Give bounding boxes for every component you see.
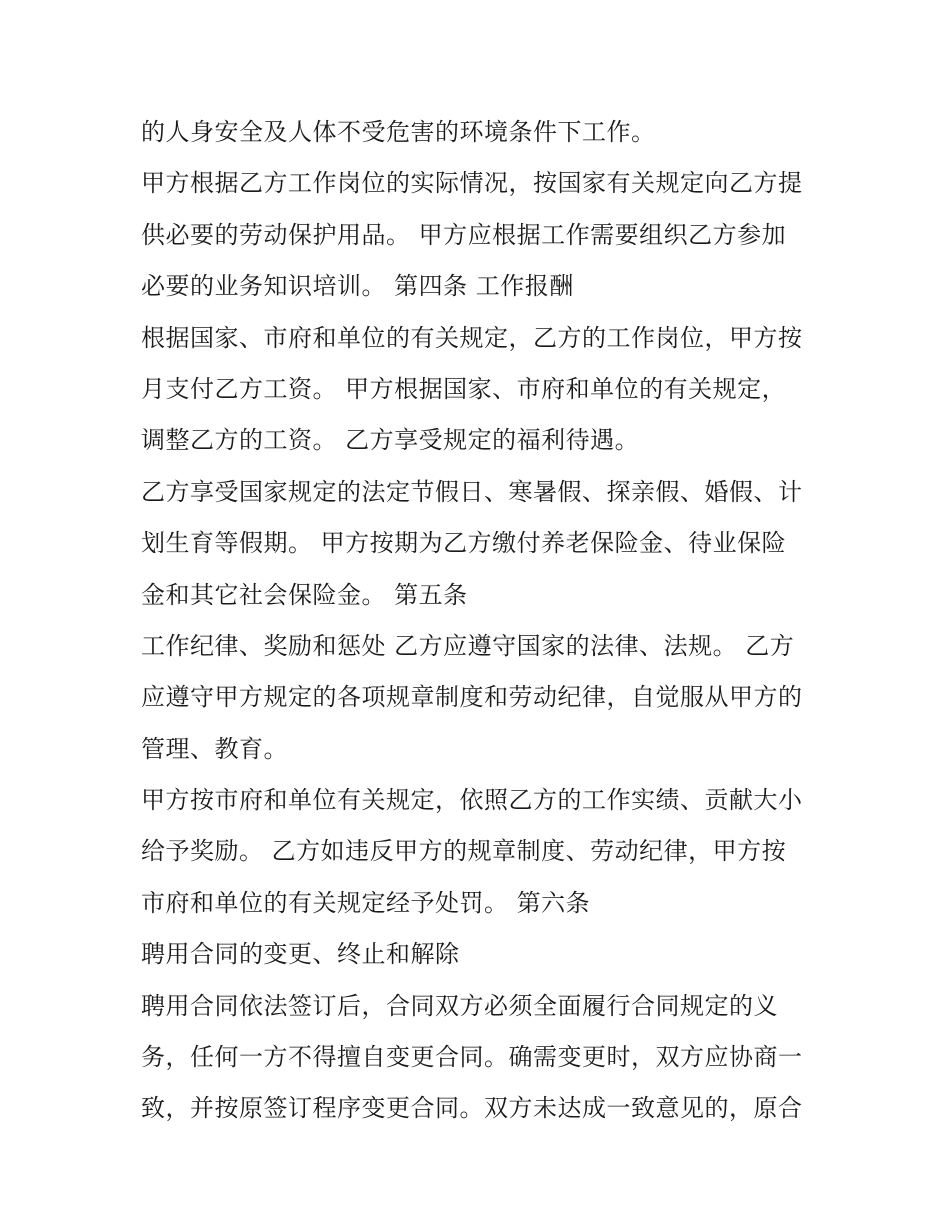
text-line: 根据国家、市府和单位的有关规定，乙方的工作岗位，甲方按 <box>141 323 803 352</box>
text-line: 聘用合同的变更、终止和解除 <box>141 940 460 969</box>
text-line: 给予奖励。 乙方如违反甲方的规章制度、劳动纪律，甲方按 <box>141 837 787 866</box>
text-line: 调整乙方的工资。 乙方享受规定的福利待遇。 <box>141 426 640 455</box>
text-line: 甲方按市府和单位有关规定，依照乙方的工作实绩、贡献大小 <box>141 786 803 815</box>
text-line: 致，并按原签订程序变更合同。双方未达成一致意见的，原合 <box>141 1094 803 1123</box>
text-line: 的人身安全及人体不受危害的环境条件下工作。 <box>141 118 656 146</box>
text-line: 应遵守甲方规定的各项规章制度和劳动纪律，自觉服从甲方的 <box>141 683 803 712</box>
text-line: 甲方根据乙方工作岗位的实际情况，按国家有关规定向乙方提 <box>141 169 803 198</box>
text-line: 工作纪律、奖励和惩处 乙方应遵守国家的法律、法规。 乙方 <box>141 631 795 660</box>
document-body <box>141 107 831 1135</box>
text-line: 必要的业务知识培训。 第四条 工作报酬 <box>141 272 574 301</box>
text-line: 务，任何一方不得擅自变更合同。确需变更时，双方应协商一 <box>141 1043 803 1072</box>
text-line: 供必要的劳动保护用品。 甲方应根据工作需要组织乙方参加 <box>141 220 787 249</box>
text-line: 金和其它社会保险金。 第五条 <box>141 580 468 609</box>
text-line: 乙方享受国家规定的法定节假日、寒暑假、探亲假、婚假、计 <box>141 477 803 506</box>
text-line: 聘用合同依法签订后，合同双方必须全面履行合同规定的义 <box>141 991 778 1020</box>
text-line: 划生育等假期。 甲方按期为乙方缴付养老保险金、待业保险 <box>141 529 787 558</box>
text-line: 管理、教育。 <box>141 734 288 763</box>
text-line: 月支付乙方工资。 甲方根据国家、市府和单位的有关规定， <box>141 374 787 403</box>
text-line: 市府和单位的有关规定经予处罚。 第六条 <box>141 888 591 917</box>
